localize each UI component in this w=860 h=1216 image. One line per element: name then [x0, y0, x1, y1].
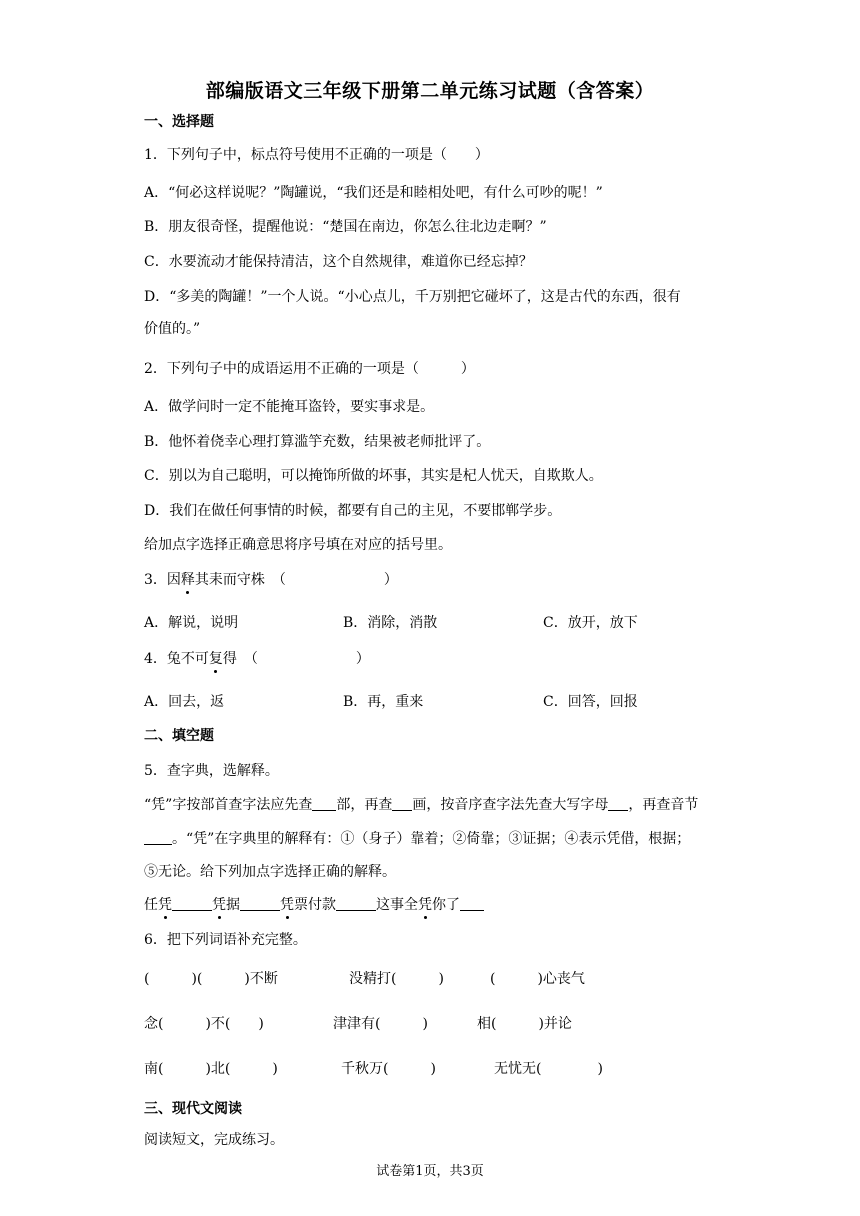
page-footer: 试卷第1页，共3页	[376, 1164, 484, 1179]
question-5-words	[144, 896, 484, 914]
word-3-text: 票付款	[294, 897, 336, 913]
question-4-option-b: B．再，重来	[343, 694, 424, 710]
question-1-option-c: C．水要流动才能保持清洁，这个自然规律，难道你已经忘掉？	[144, 254, 533, 270]
question-4-stem	[144, 650, 370, 668]
word-1-text: 任	[144, 897, 158, 913]
idiom-2-2: 津津有( )	[333, 1016, 428, 1032]
idiom-2-3: 相( )并论	[477, 1016, 572, 1032]
word-1-blank[interactable]	[172, 896, 212, 911]
word-1-dotted-char: 凭	[158, 897, 172, 913]
question-3-option-c: C．放开，放下	[543, 615, 638, 631]
word-4-text-b: 你了	[432, 897, 460, 913]
question-2-option-d: D．我们在做任何事情的时候，都要有自己的主见，不要邯郸学步。	[144, 503, 562, 519]
idiom-1-2: 没精打( )	[349, 971, 444, 987]
word-2-dotted-char: 凭	[212, 897, 226, 913]
q5-text-e: 。“凭”在字典里的解释有：①（身子）靠着；②倚靠；③证据；④表示凭借，根据；	[172, 831, 691, 847]
word-3-dotted-char: 凭	[280, 897, 294, 913]
idiom-3-2: 千秋万( )	[341, 1061, 436, 1077]
reading-intro: 阅读短文，完成练习。	[144, 1132, 284, 1148]
idiom-3-1: 南( )北( )	[144, 1061, 278, 1077]
question-3-dotted-char: 释	[180, 572, 195, 588]
q5-text-c: 画，按音序查字法先查大写字母	[412, 797, 609, 813]
word-4-text-a: 这事全	[376, 897, 418, 913]
word-4-blank[interactable]	[460, 896, 484, 911]
section-heading-choice: 一、选择题	[144, 114, 214, 130]
question-1-option-d-line1: D．“多美的陶罐！”一个人说。“小心点儿，千万别把它碰坏了，这是古代的东西，很有	[144, 289, 681, 305]
question-2-stem: 2．下列句子中的成语运用不正确的一项是（ ）	[144, 361, 475, 377]
question-6-stem: 6．把下列词语补充完整。	[144, 932, 307, 948]
question-2-option-b: B．他怀着侥幸心理打算滥竽充数，结果被老师批评了。	[144, 434, 491, 450]
blank-letter[interactable]	[608, 796, 628, 811]
blank-strokes[interactable]	[392, 796, 412, 811]
question-5-paragraph-line2	[144, 830, 690, 848]
q5-text-b: 部，再查	[336, 797, 393, 813]
question-5-paragraph-line1	[144, 796, 698, 814]
question-3-option-b: B．消除，消散	[343, 615, 438, 631]
word-4-dotted-char: 凭	[418, 897, 432, 913]
blank-syllable[interactable]	[144, 830, 172, 845]
section-heading-reading: 三、现代文阅读	[144, 1101, 242, 1117]
question-3-option-a: A．解说，说明	[144, 615, 239, 631]
word-3-blank[interactable]	[336, 896, 376, 911]
blank-radical[interactable]	[312, 796, 336, 811]
question-4-option-a: A．回去，返	[144, 694, 225, 710]
question-2-option-a: A．做学问时一定不能掩耳盗铃，要实事求是。	[144, 399, 435, 415]
question-3-stem	[144, 571, 398, 589]
question-5-paragraph-line3: ⑤无论。给下列加点字选择正确的解释。	[144, 864, 396, 880]
question-4-suffix: 得 （ ）	[222, 651, 370, 667]
question-3-suffix: 其耒而守株 （ ）	[194, 572, 398, 588]
question-1-option-d-line2: 价值的。”	[144, 321, 201, 337]
idiom-1-3: ( )心丧气	[490, 971, 585, 987]
idiom-1-1: ( )( )不断	[144, 971, 278, 987]
question-1-stem: 1．下列句子中，标点符号使用不正确的一项是（ ）	[144, 147, 489, 163]
question-2-option-c: C．别以为自己聪明，可以掩饰所做的坏事，其实是杞人忧天，自欺欺人。	[144, 468, 603, 484]
q5-text-d: ，再查音节	[628, 797, 699, 813]
question-3-prefix: 3．因	[144, 572, 181, 588]
section-heading-fill: 二、填空题	[144, 728, 214, 744]
page-title: 部编版语文三年级下册第二单元练习试题（含答案）	[205, 80, 655, 102]
instruction-text: 给加点字选择正确意思将序号填在对应的括号里。	[144, 537, 452, 553]
question-1-option-a: A．“何必这样说呢？”陶罐说，“我们还是和睦相处吧，有什么可吵的呢！”	[144, 185, 603, 201]
question-5-stem: 5．查字典，选解释。	[144, 763, 279, 779]
idiom-2-1: 念( )不( )	[144, 1016, 264, 1032]
question-4-option-c: C．回答，回报	[543, 694, 638, 710]
q5-text-a: “凭”字按部首查字法应先查	[144, 797, 313, 813]
word-2-text: 据	[226, 897, 240, 913]
word-2-blank[interactable]	[240, 896, 280, 911]
idiom-3-3: 无忧无( )	[494, 1061, 603, 1077]
question-4-prefix: 4．兔不可	[144, 651, 209, 667]
question-4-dotted-char: 复	[208, 651, 223, 667]
question-1-option-b: B．朋友很奇怪，提醒他说：“楚国在南边，你怎么往北边走啊？”	[144, 219, 547, 235]
